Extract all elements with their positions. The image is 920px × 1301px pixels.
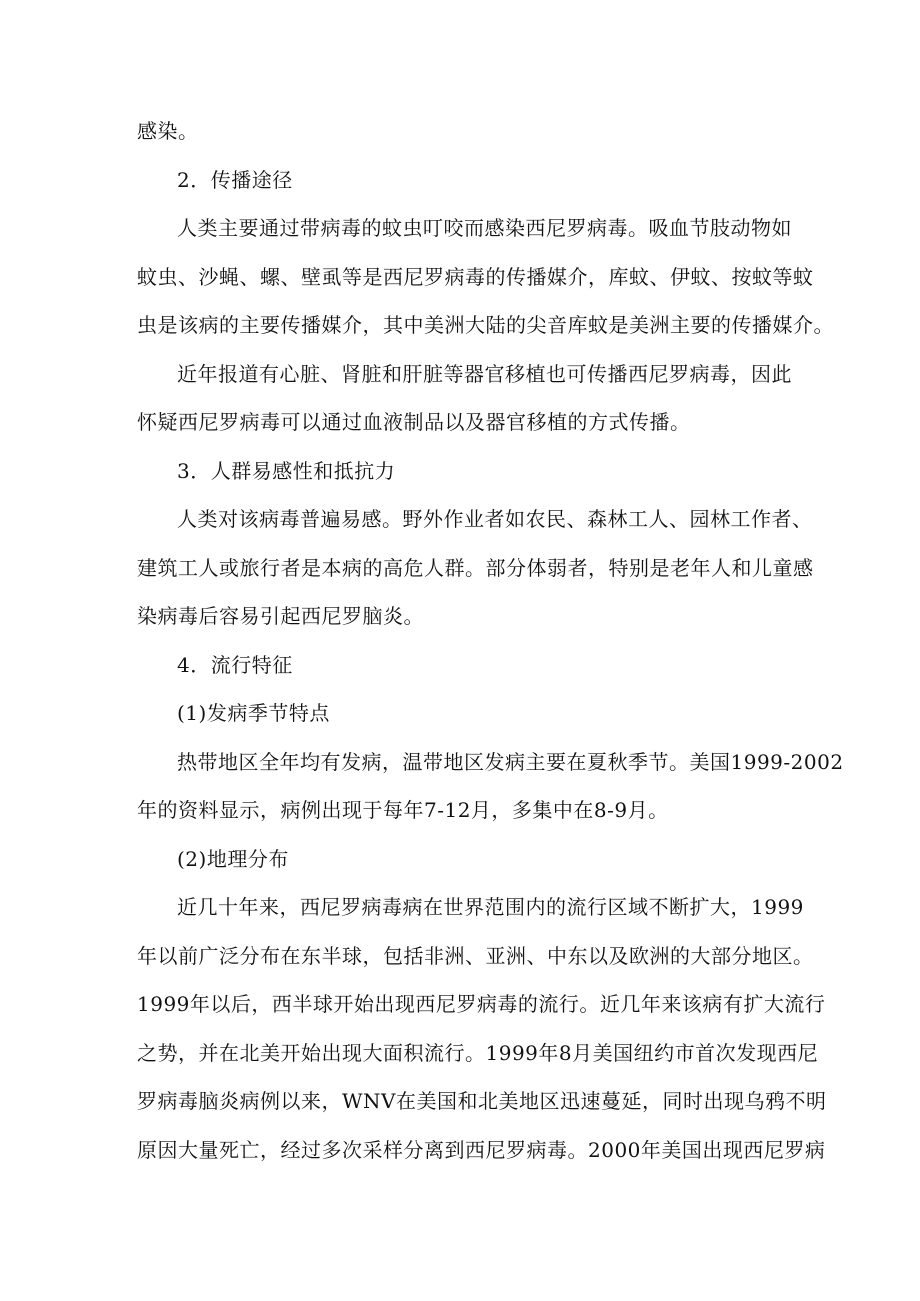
paragraph-line: 年的资料显示，病例出现于每年7-12月，多集中在8-9月。: [137, 798, 669, 822]
section-heading-transmission: 2．传播途径: [177, 168, 293, 192]
section-heading-epidemic: 4．流行特征: [177, 653, 293, 677]
paragraph-line: 虫是该病的主要传播媒介，其中美洲大陆的尖音库蚊是美洲主要的传播媒介。: [137, 313, 834, 337]
paragraph-line: 蚊虫、沙蝇、螺、壁虱等是西尼罗病毒的传播媒介，库蚊、伊蚊、按蚊等蚊: [137, 265, 814, 289]
paragraph-line: 怀疑西尼罗病毒可以通过血液制品以及器官移植的方式传播。: [137, 410, 691, 434]
subheading-season: (1)发病季节特点: [177, 701, 330, 725]
paragraph-line: 人类对该病毒普遍易感。野外作业者如农民、森林工人、园林工作者、: [177, 507, 813, 531]
paragraph-line: 罗病毒脑炎病例以来，WNV在美国和北美地区迅速蔓延，同时出现乌鸦不明: [137, 1089, 827, 1113]
section-heading-susceptibility: 3．人群易感性和抵抗力: [177, 459, 396, 483]
paragraph-line: 近年报道有心脏、肾脏和肝脏等器官移植也可传播西尼罗病毒，因此: [177, 362, 792, 386]
paragraph-line: 之势，并在北美开始出现大面积流行。1999年8月美国纽约市首次发现西尼: [137, 1041, 819, 1065]
paragraph-line: 热带地区全年均有发病，温带地区发病主要在夏秋季节。美国1999-2002: [177, 750, 844, 774]
paragraph-line: 建筑工人或旅行者是本病的高危人群。部分体弱者，特别是老年人和儿童感: [137, 556, 814, 580]
paragraph-line: 近几十年来，西尼罗病毒病在世界范围内的流行区域不断扩大，1999: [177, 895, 804, 919]
paragraph-line: 原因大量死亡，经过多次采样分离到西尼罗病毒。2000年美国出现西尼罗病: [137, 1138, 826, 1162]
paragraph-line: 1999年以后，西半球开始出现西尼罗病毒的流行。近几年来该病有扩大流行: [137, 992, 826, 1016]
paragraph-line: 人类主要通过带病毒的蚊虫叮咬而感染西尼罗病毒。吸血节肢动物如: [177, 216, 792, 240]
text-line-continuation: 感染。: [137, 119, 199, 143]
paragraph-line: 年以前广泛分布在东半球，包括非洲、亚洲、中东以及欧洲的大部分地区。: [137, 944, 814, 968]
subheading-geography: (2)地理分布: [177, 847, 289, 871]
paragraph-line: 染病毒后容易引起西尼罗脑炎。: [137, 604, 424, 628]
